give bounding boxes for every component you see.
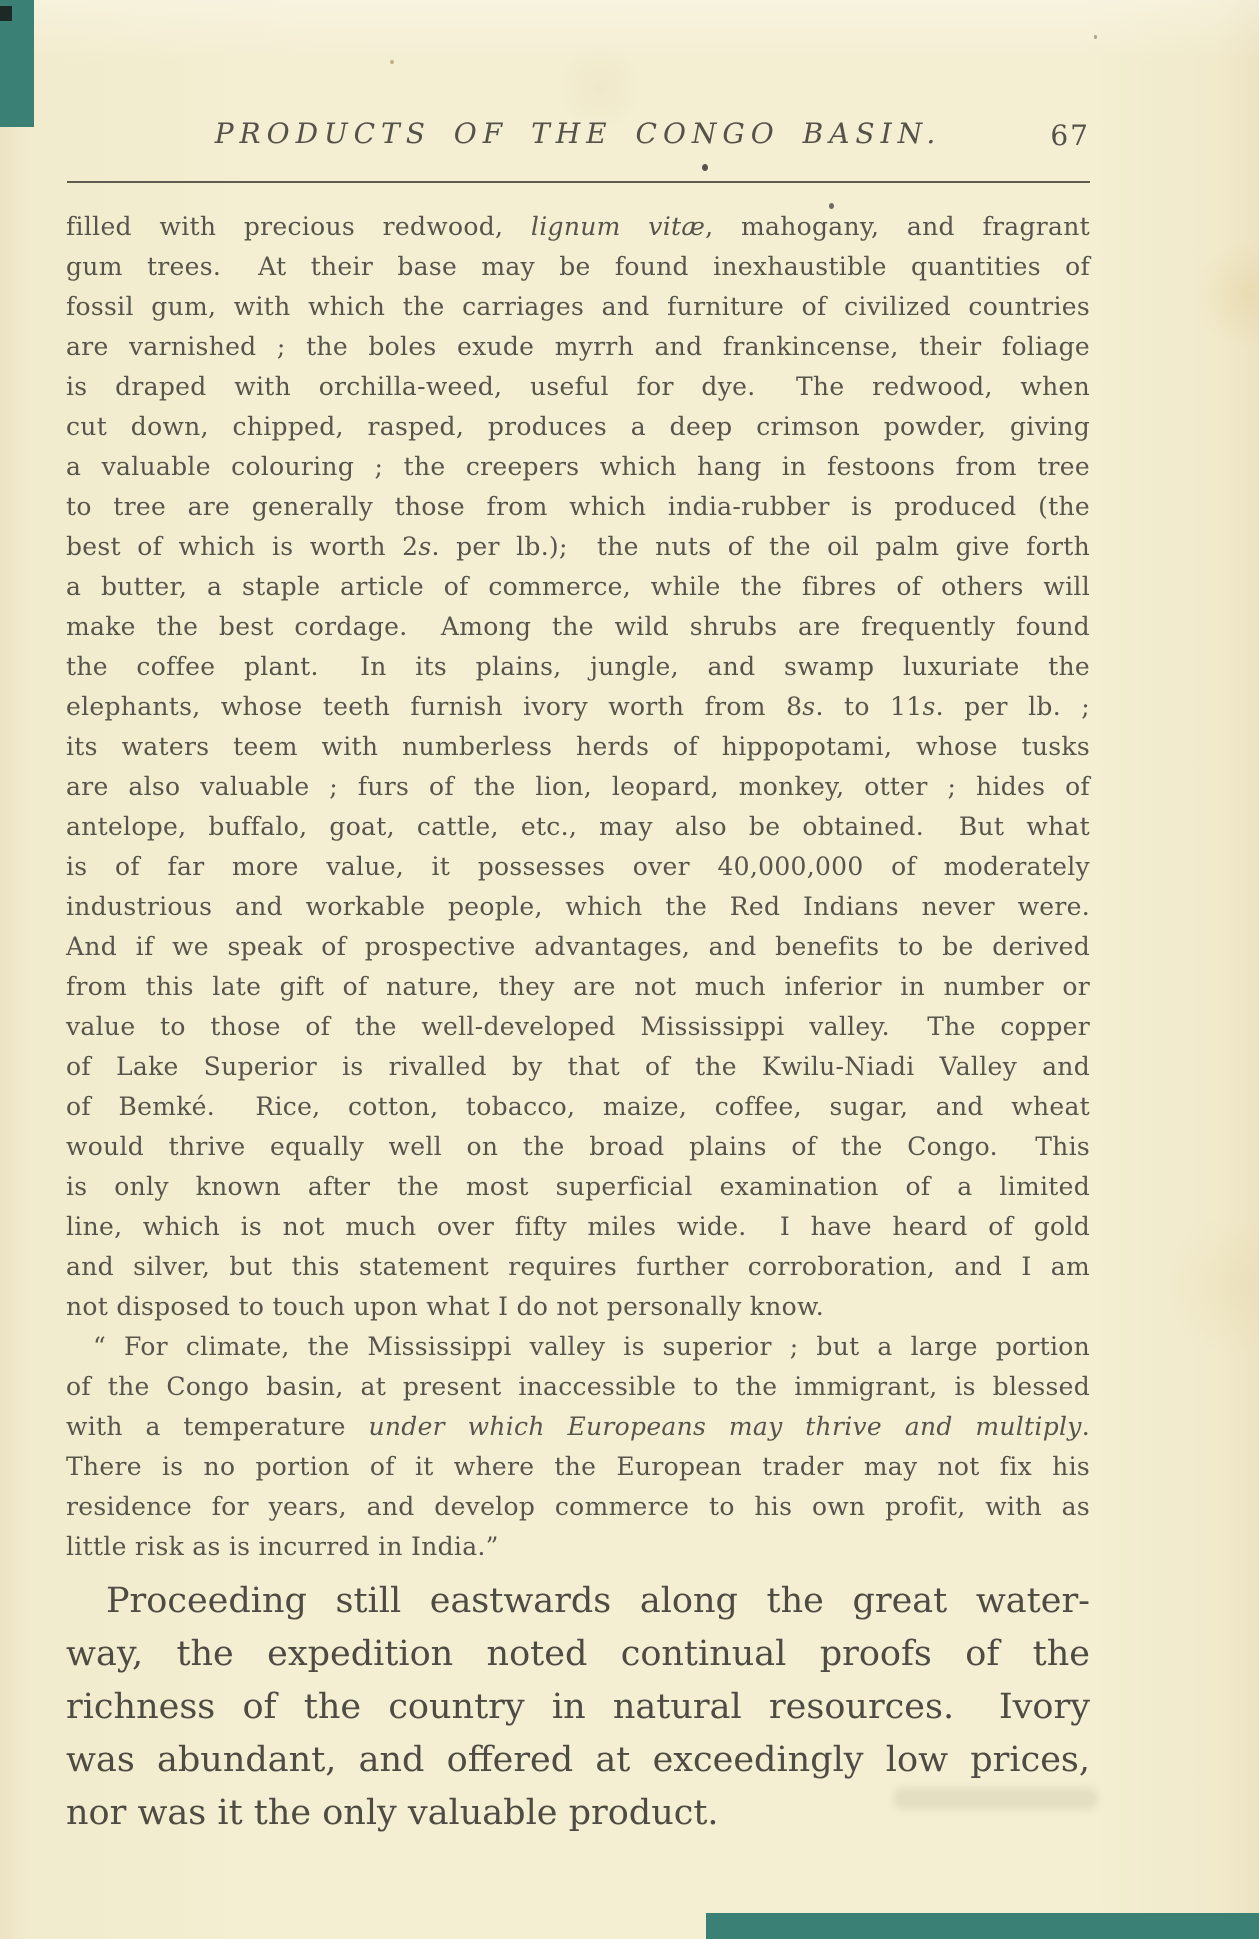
page-header bbox=[66, 117, 1090, 151]
text-line: residence for years, and develop commerce to his own profit, with as bbox=[66, 1492, 1090, 1521]
text-line: to tree are generally those from which india-rubber is produced (the bbox=[66, 492, 1090, 521]
text-line: its waters teem with numberless herds of hippopotami, whose tusks bbox=[66, 732, 1090, 761]
page-number: 67 bbox=[1050, 119, 1090, 152]
text-line: of Lake Superior is rivalled by that of the Kwilu-Niadi Valley and bbox=[66, 1052, 1090, 1081]
paper-speck bbox=[390, 60, 394, 64]
paragraph bbox=[66, 1575, 1090, 1840]
text-line: of the Congo basin, at present inaccessible to the immigrant, is blessed bbox=[66, 1372, 1090, 1401]
text-line: make the best cordage. Among the wild shrubs are frequently found bbox=[66, 612, 1090, 641]
text-line: the coffee plant. In its plains, jungle, and swamp luxuriate the bbox=[66, 652, 1090, 681]
text-line: is draped with orchilla-weed, useful for dye. The redwood, when bbox=[66, 372, 1090, 401]
text-line: value to those of the well-developed Mississippi valley. The copper bbox=[66, 1012, 1090, 1041]
text-line: best of which is worth 2s. per lb.); the nuts of the oil palm give forth bbox=[66, 532, 1090, 561]
text-line: a butter, a staple article of commerce, while the fibres of others will bbox=[66, 572, 1090, 601]
text-line: nor was it the only valuable product. bbox=[66, 1793, 719, 1833]
text-line: Proceeding still eastwards along the great water- bbox=[106, 1581, 1090, 1621]
paragraph bbox=[66, 207, 1090, 1327]
text-line: little risk as is incurred in India.” bbox=[66, 1532, 499, 1561]
text-line: from this late gift of nature, they are not much inferior in number or bbox=[66, 972, 1090, 1001]
text-line: is only known after the most superficial examination of a limited bbox=[66, 1172, 1090, 1201]
text-line: line, which is not much over fifty miles wide. I have heard of gold bbox=[66, 1212, 1090, 1241]
paper-speck bbox=[1094, 35, 1097, 39]
text-line: a valuable colouring ; the creepers which hang in festoons from tree bbox=[66, 452, 1090, 481]
text-line: way, the expedition noted continual proofs of the bbox=[66, 1634, 1090, 1674]
scan-edge-artifact-bottom bbox=[706, 1913, 1259, 1939]
text-line: are varnished ; the boles exude myrrh and frankincense, their foliage bbox=[66, 332, 1090, 361]
text-line: richness of the country in natural resources. Ivory bbox=[66, 1687, 1090, 1727]
paragraph bbox=[66, 1327, 1090, 1567]
text-line: And if we speak of prospective advantages, and benefits to be derived bbox=[66, 932, 1090, 961]
text-line: would thrive equally well on the broad plains of the Congo. This bbox=[66, 1132, 1090, 1161]
text-line: “ For climate, the Mississippi valley is superior ; but a large portion bbox=[93, 1332, 1090, 1361]
text-line: of Bemké. Rice, cotton, tobacco, maize, coffee, sugar, and wheat bbox=[66, 1092, 1090, 1121]
running-title: PRODUCTS OF THE CONGO BASIN. bbox=[214, 117, 942, 150]
text-block bbox=[66, 207, 1090, 1840]
header-rule bbox=[67, 181, 1090, 183]
text-line: elephants, whose teeth furnish ivory worth from 8s. to 11s. per lb. ; bbox=[66, 692, 1090, 721]
text-line: fossil gum, with which the carriages and furniture of civilized countries bbox=[66, 292, 1090, 321]
text-line: There is no portion of it where the European trader may not fix his bbox=[66, 1452, 1090, 1481]
text-line: antelope, buffalo, goat, cattle, etc., may also be obtained. But what bbox=[66, 812, 1090, 841]
text-line: industrious and workable people, which the Red Indians never were. bbox=[66, 892, 1090, 921]
ink-speck bbox=[702, 164, 708, 171]
text-line: cut down, chipped, rasped, produces a deep crimson powder, giving bbox=[66, 412, 1090, 441]
text-line: gum trees. At their base may be found inexhaustible quantities of bbox=[66, 252, 1090, 281]
text-line: filled with precious redwood, lignum vitæ, mahogany, and fragrant bbox=[66, 212, 1090, 241]
text-line: was abundant, and offered at exceedingly low prices, bbox=[66, 1740, 1090, 1780]
scan-edge-artifact-top-left bbox=[0, 0, 34, 127]
text-line: is of far more value, it possesses over 40,000,000 of moderately bbox=[66, 852, 1090, 881]
text-line: with a temperature under which Europeans may thrive and multiply. bbox=[66, 1412, 1090, 1441]
text-line: and silver, but this statement requires further corroboration, and I am bbox=[66, 1252, 1090, 1281]
text-line: are also valuable ; furs of the lion, leopard, monkey, otter ; hides of bbox=[66, 772, 1090, 801]
text-line: not disposed to touch upon what I do not personally know. bbox=[66, 1292, 824, 1321]
